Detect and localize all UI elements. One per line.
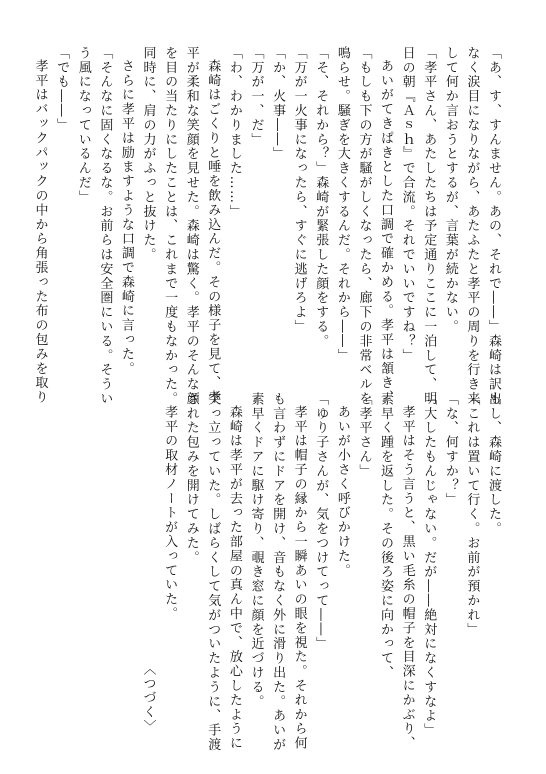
to-be-continued-marker: 〈つづく〉 bbox=[140, 662, 156, 734]
text-line: 「これは置いて行く。お前が預かれ」 bbox=[464, 392, 480, 637]
text-line: 「万が一、だ」 bbox=[248, 46, 264, 147]
text-line: 平が柔和な笑顔を見せた。森崎は驚く。孝平のそんな顔 bbox=[183, 46, 199, 406]
text-line: 鳴らせ。騒ぎを大きくするんだ。それから――」 bbox=[334, 46, 350, 363]
text-line: 「孝平さん」 bbox=[356, 392, 372, 479]
text-line: 「な、何すか？」 bbox=[442, 392, 458, 508]
text-line: さらに孝平は励ますような口調で森崎に言った。 bbox=[118, 59, 134, 376]
text-line: 素早くドアに駆け寄り、覗き窓に顔を近づける。 bbox=[248, 392, 264, 709]
text-line: して何か言おうとするが、言葉が続かない。 bbox=[442, 46, 458, 334]
text-line: 同時に、肩の力がふっと抜けた。 bbox=[140, 46, 156, 262]
text-line: 「あ、す、すんません。あの、それで――」森崎は訳も bbox=[486, 46, 501, 406]
text-line: 出し、森崎に渡した。 bbox=[486, 392, 501, 536]
text-line: 「大したもんじゃない。だが――絶対になくすなよ」 bbox=[421, 392, 437, 738]
text-line: 日の朝『Ａｓｈ』で合流。それでいいですね？」 bbox=[399, 46, 415, 363]
text-line: 「でも――」 bbox=[54, 46, 70, 133]
text-line: 森崎はごくりと唾を飲み込んだ。その様子を見て、孝 bbox=[205, 59, 221, 405]
text-line: あいがてきぱきとした口調で確かめる。孝平は頷き、 bbox=[378, 59, 394, 405]
text-line: なく涙目になりながら、あたふたと孝平の周りを行き来 bbox=[464, 46, 480, 406]
text-line: 素早く踵を返した。その後ろ姿に向かって、 bbox=[378, 392, 394, 680]
text-line: も言わずにドアを開け、音もなく外に滑り出た。あいが bbox=[270, 392, 286, 752]
text-line: 「か、火事――」 bbox=[270, 46, 286, 162]
text-line: 孝平はバックパックの中から角張った布の包みを取り bbox=[32, 59, 48, 405]
text-line: を目の当たりにしたことは、これまで一度もなかった。 bbox=[162, 46, 178, 406]
text-line: 「わ、わかりました……」 bbox=[226, 46, 242, 219]
text-line: 「もしも下の方が騒がしくなったら、廊下の非常ベルを bbox=[356, 46, 372, 406]
text-block-upper bbox=[29, 46, 504, 406]
text-line: う風になっているんだ」 bbox=[75, 46, 91, 205]
text-block-lower bbox=[137, 392, 504, 752]
text-line: 「万が一火事になったら、すぐに逃げろよ」 bbox=[291, 46, 307, 334]
text-line: 突っ立っていた。しばらくして気がついたように、手渡 bbox=[205, 392, 221, 752]
text-line: あいが小さく呼びかけた。 bbox=[334, 405, 350, 578]
text-line: された包みを開けてみた。 bbox=[183, 392, 199, 565]
text-line: 森崎は孝平が去った部屋の真ん中で、放心したように bbox=[226, 405, 242, 751]
text-line: 孝平はそう言うと、黒い毛糸の帽子を目深にかぶり、 bbox=[399, 405, 415, 751]
text-line: 「そんなに固くなるな。お前らは安全圏にいる。そうい bbox=[97, 46, 113, 406]
text-line: 孝平の取材ノートが入っていた。 bbox=[162, 405, 178, 621]
text-line: 「ゆり子さんが、気をつけてって――」 bbox=[313, 392, 329, 652]
text-line: 「そ、それから？」森崎が緊張した顔をする。 bbox=[313, 46, 329, 349]
text-line: 「孝平さん、あたしたちは予定通りここに一泊して、明 bbox=[421, 46, 437, 406]
text-line: 孝平は帽子の縁から一瞬あいの眼を視た。それから何 bbox=[291, 405, 307, 751]
